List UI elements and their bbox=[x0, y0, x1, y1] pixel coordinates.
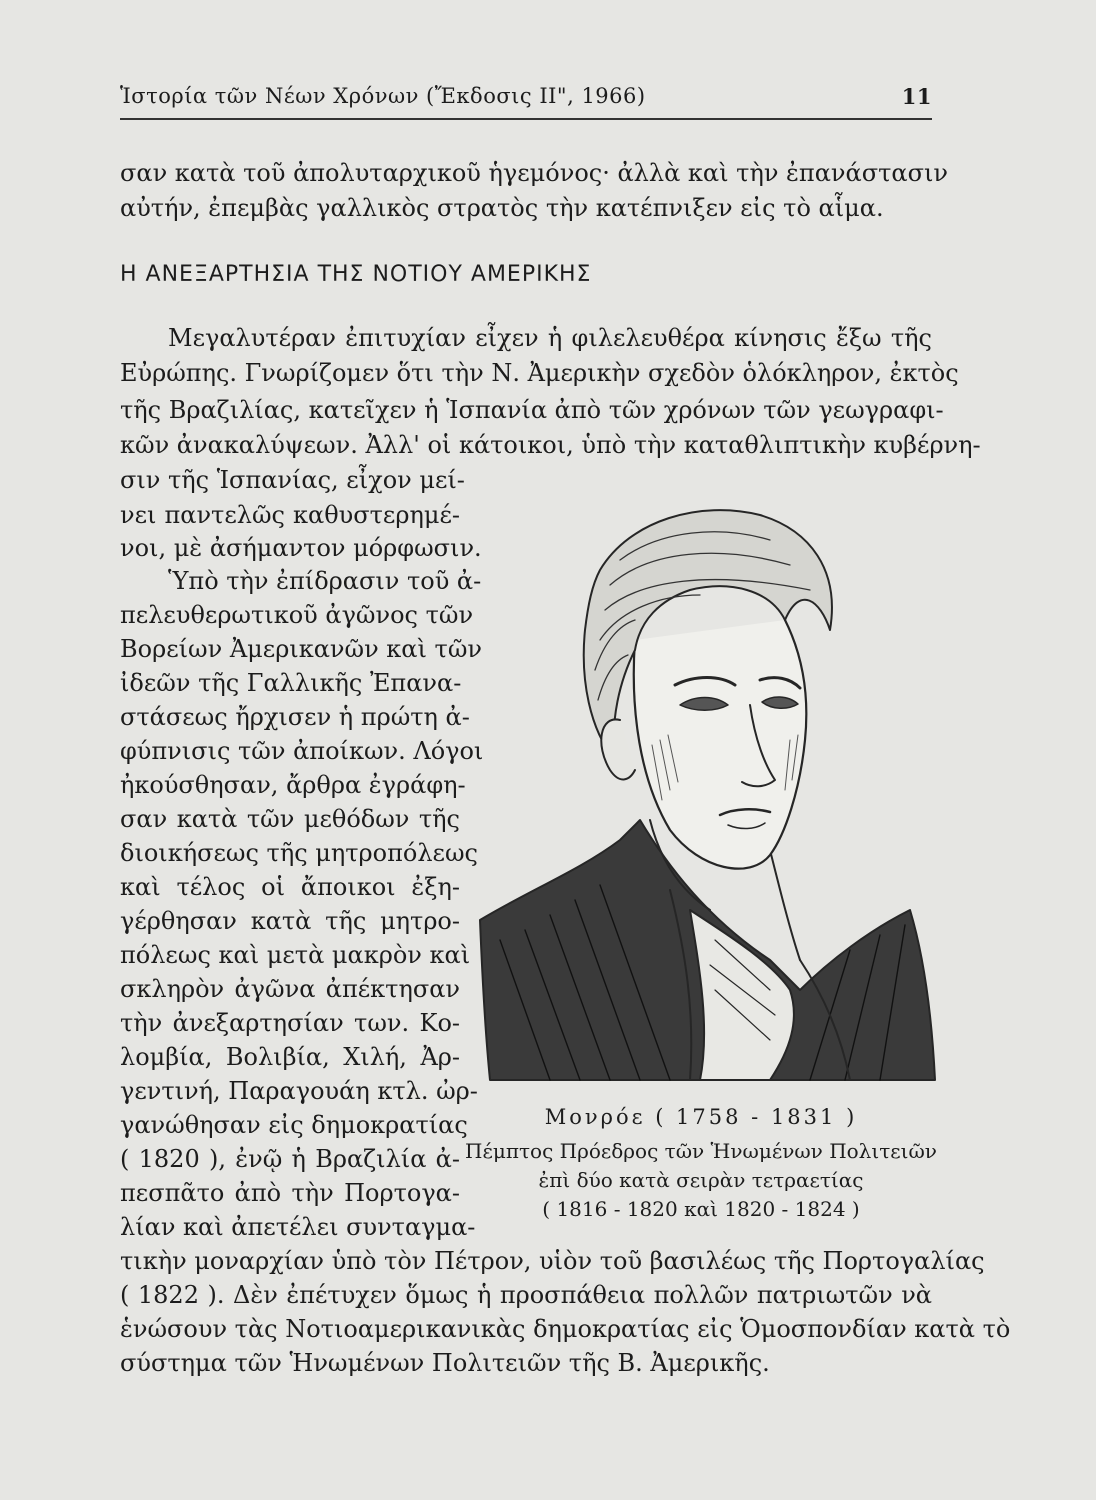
text-line: αὐτήν, ἐπεμβὰς γαλλικὸς στρατὸς τὴν κατέπνιξεν εἰς τὸ αἷμα. bbox=[120, 194, 884, 222]
page-number: 11 bbox=[901, 84, 932, 109]
text-line: ἰδεῶν τῆς Γαλλικῆς Ἐπανα- bbox=[120, 669, 462, 697]
text-line: πελευθερωτικοῦ ἀγῶνος τῶν bbox=[120, 601, 474, 629]
text-line: στάσεως ἤρχισεν ἡ πρώτη ἀ- bbox=[120, 703, 470, 731]
text-line: ἠκούσθησαν, ἄρθρα ἐγράφη- bbox=[120, 771, 466, 799]
text-line: τικὴν μοναρχίαν ὑπὸ τὸν Πέτρον, υἱὸν τοῦ βασιλέως τῆς Πορτογαλίας bbox=[120, 1247, 985, 1275]
portrait-caption-line: Πέμπτος Πρόεδρος τῶν Ἡνωμένων Πολιτειῶν bbox=[465, 1139, 937, 1163]
text-line: σιν τῆς Ἱσπανίας, εἶχον μεί- bbox=[120, 466, 465, 494]
text-line: διοικήσεως τῆς μητροπόλεως bbox=[120, 839, 478, 867]
text-line: σύστημα τῶν Ἡνωμένων Πολιτειῶν τῆς Β. Ἀμερικῆς. bbox=[120, 1349, 770, 1377]
portrait-caption-line: ἐπὶ δύο κατὰ σειρὰν τετραετίας bbox=[538, 1168, 864, 1192]
text-line: ( 1820 ), ἐνῷ ἡ Βραζιλία ἀ- bbox=[120, 1145, 460, 1173]
text-line: κῶν ἀνακαλύψεων. Ἀλλ' οἱ κάτοικοι, ὑπὸ τὴν καταθλιπτικὴν κυβέρνη- bbox=[120, 431, 981, 459]
text-line: ( 1822 ). Δὲν ἐπέτυχεν ὅμως ἡ προσπάθεια πολλῶν πατριωτῶν νὰ bbox=[120, 1281, 932, 1309]
text-line: Βορείων Ἀμερικανῶν καὶ τῶν bbox=[120, 635, 482, 663]
text-line: καὶ τέλος οἱ ἄποικοι ἐξη- bbox=[120, 873, 460, 901]
text-line: σαν κατὰ τοῦ ἀπολυταρχικοῦ ἡγεμόνος· ἀλλὰ καὶ τὴν ἐπανάστασιν bbox=[120, 159, 948, 187]
text-line: ἑνώσουν τὰς Νοτιοαμερικανικὰς δημοκρατίας εἰς Ὁμοσπονδίαν κατὰ τὸ bbox=[120, 1315, 1011, 1343]
text-line: λομβία, Βολιβία, Χιλή, Ἀρ- bbox=[120, 1043, 460, 1071]
text-line: νοι, μὲ ἀσήμαντον μόρφωσιν. bbox=[120, 534, 482, 562]
text-line: Ὑπὸ τὴν ἐπίδρασιν τοῦ ἀ- bbox=[168, 567, 482, 595]
text-line: πεσπᾶτο ἀπὸ τὴν Πορτογα- bbox=[120, 1179, 460, 1207]
portrait-caption-name: Μονρόε ( 1758 - 1831 ) bbox=[544, 1105, 858, 1129]
text-line: τὴν ἀνεξαρτησίαν των. Κο- bbox=[120, 1009, 460, 1037]
text-line: Μεγαλυτέραν ἐπιτυχίαν εἶχεν ἡ φιλελευθέρα κίνησις ἔξω τῆς bbox=[168, 324, 932, 352]
text-line: σκληρὸν ἀγῶνα ἀπέκτησαν bbox=[120, 975, 460, 1003]
text-line: πόλεως καὶ μετὰ μακρὸν καὶ bbox=[120, 941, 471, 969]
portrait-caption-line: ( 1816 - 1820 καὶ 1820 - 1824 ) bbox=[542, 1197, 860, 1221]
header-rule bbox=[120, 118, 932, 120]
section-title: Η ΑΝΕΞΑΡΤΗΣΙΑ ΤΗΣ ΝΟΤΙΟΥ ΑΜΕΡΙΚΗΣ bbox=[120, 262, 592, 287]
text-line: γέρθησαν κατὰ τῆς μητρο- bbox=[120, 907, 460, 935]
header-title: Ἱστορία τῶν Νέων Χρόνων (Ἔκδοσις ΙΙ", 1966) bbox=[120, 84, 646, 108]
text-line: τῆς Βραζιλίας, κατεῖχεν ἡ Ἱσπανία ἀπὸ τῶν χρόνων τῶν γεωγραφι- bbox=[120, 396, 944, 424]
text-line: σαν κατὰ τῶν μεθόδων τῆς bbox=[120, 805, 460, 833]
text-line: Εὐρώπης. Γνωρίζομεν ὅτι τὴν Ν. Ἀμερικὴν σχεδὸν ὁλόκληρον, ἐκτὸς bbox=[120, 359, 959, 387]
text-line: γανώθησαν εἰς δημοκρατίας bbox=[120, 1111, 468, 1139]
text-line: λίαν καὶ ἀπετέλει συνταγμα- bbox=[120, 1213, 476, 1241]
text-line: φύπνισις τῶν ἀποίκων. Λόγοι bbox=[120, 737, 484, 765]
text-line: νει παντελῶς καθυστερημέ- bbox=[120, 501, 460, 529]
running-header bbox=[120, 84, 932, 108]
text-line: γεντινή, Παραγουάη κτλ. ὠρ- bbox=[120, 1077, 478, 1105]
portrait-engraving-icon bbox=[470, 490, 940, 1085]
